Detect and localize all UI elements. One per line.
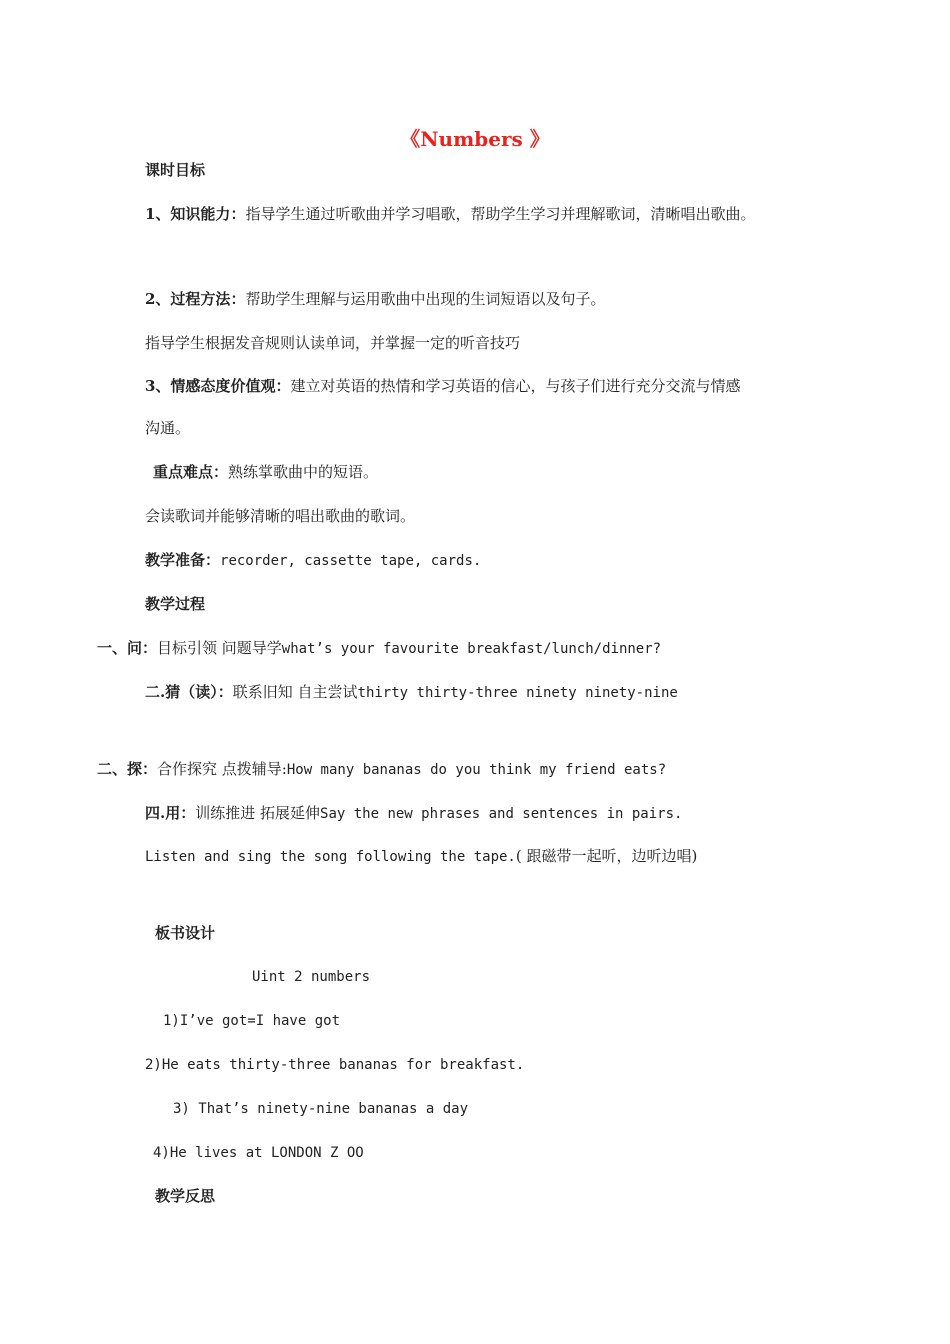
board-heading: 板书设计 xyxy=(155,924,216,942)
objective-3-label: 3、情感态度价值观： xyxy=(145,377,291,395)
preparation xyxy=(145,550,481,571)
objective-3-text: 建立对英语的热情和学习英语的信心，与孩子们进行充分交流与情感 xyxy=(290,377,741,395)
key-points-continued: 会读歌词并能够清晰的唱出歌曲的歌词。 xyxy=(145,507,416,525)
step-4-continued-cn: ( 跟磁带一起听，边听边唱) xyxy=(515,847,698,865)
step-3 xyxy=(97,759,666,780)
objective-2-text: 帮助学生理解与运用歌曲中出现的生词短语以及句子。 xyxy=(245,290,606,308)
document-title: 《Numbers 》 xyxy=(400,127,550,151)
step-2-cn: 联系旧知 自主尝试 xyxy=(232,683,358,701)
objective-2 xyxy=(145,289,605,309)
process-heading: 教学过程 xyxy=(145,595,206,613)
step-1-label: 一、问： xyxy=(97,639,158,657)
step-1 xyxy=(97,638,661,659)
objective-2-label: 2、过程方法： xyxy=(145,290,246,308)
key-points xyxy=(153,462,378,482)
board-line-1: 1)I’ve got=I have got xyxy=(163,1013,341,1029)
objective-1-label: 1、知识能力： xyxy=(145,205,246,223)
board-line-4: 4)He lives at LONDON Z OO xyxy=(153,1145,364,1161)
preparation-text: recorder, cassette tape, cards. xyxy=(220,553,482,569)
step-2-en: thirty thirty-three ninety ninety-nine xyxy=(357,685,678,701)
step-4-continued xyxy=(145,846,697,867)
objective-1-text: 指导学生通过听歌曲并学习唱歌，帮助学生学习并理解歌词，清晰唱出歌曲。 xyxy=(245,205,756,223)
reflection-heading: 教学反思 xyxy=(155,1187,216,1205)
step-2 xyxy=(145,682,678,703)
step-3-en: How many bananas do you think my friend eats? xyxy=(286,762,667,778)
board-line-2: 2)He eats thirty-three bananas for breakfast. xyxy=(145,1057,525,1073)
step-1-cn: 目标引领 问题导学 xyxy=(157,639,282,657)
step-4-en: Say the new phrases and sentences in pairs. xyxy=(320,806,683,822)
step-4-cn: 训练推进 拓展延伸 xyxy=(195,804,321,822)
preparation-label: 教学准备： xyxy=(145,551,221,569)
board-unit: Uint 2 numbers xyxy=(252,969,371,985)
key-points-label: 重点难点： xyxy=(153,463,229,481)
step-2-label: 二.猜（读）： xyxy=(145,683,233,701)
board-line-3: 3) That’s ninety-nine bananas a day xyxy=(173,1101,469,1117)
step-3-cn: 合作探究 点拨辅导: xyxy=(157,760,287,778)
objective-3-continued: 沟通。 xyxy=(145,419,191,437)
step-4-continued-en: Listen and sing the song following the tape. xyxy=(145,849,516,865)
step-4 xyxy=(145,803,682,824)
step-1-en: what’s your favourite breakfast/lunch/dinner? xyxy=(281,641,662,657)
objectives-heading: 课时目标 xyxy=(145,161,206,179)
objective-1 xyxy=(145,204,755,224)
objective-2-continued: 指导学生根据发音规则认读单词，并掌握一定的听音技巧 xyxy=(145,334,521,352)
objective-3 xyxy=(145,376,740,396)
step-4-label: 四.用： xyxy=(145,804,196,822)
key-points-text: 熟练掌歌曲中的短语。 xyxy=(228,463,379,481)
step-3-label: 二、探： xyxy=(97,760,158,778)
